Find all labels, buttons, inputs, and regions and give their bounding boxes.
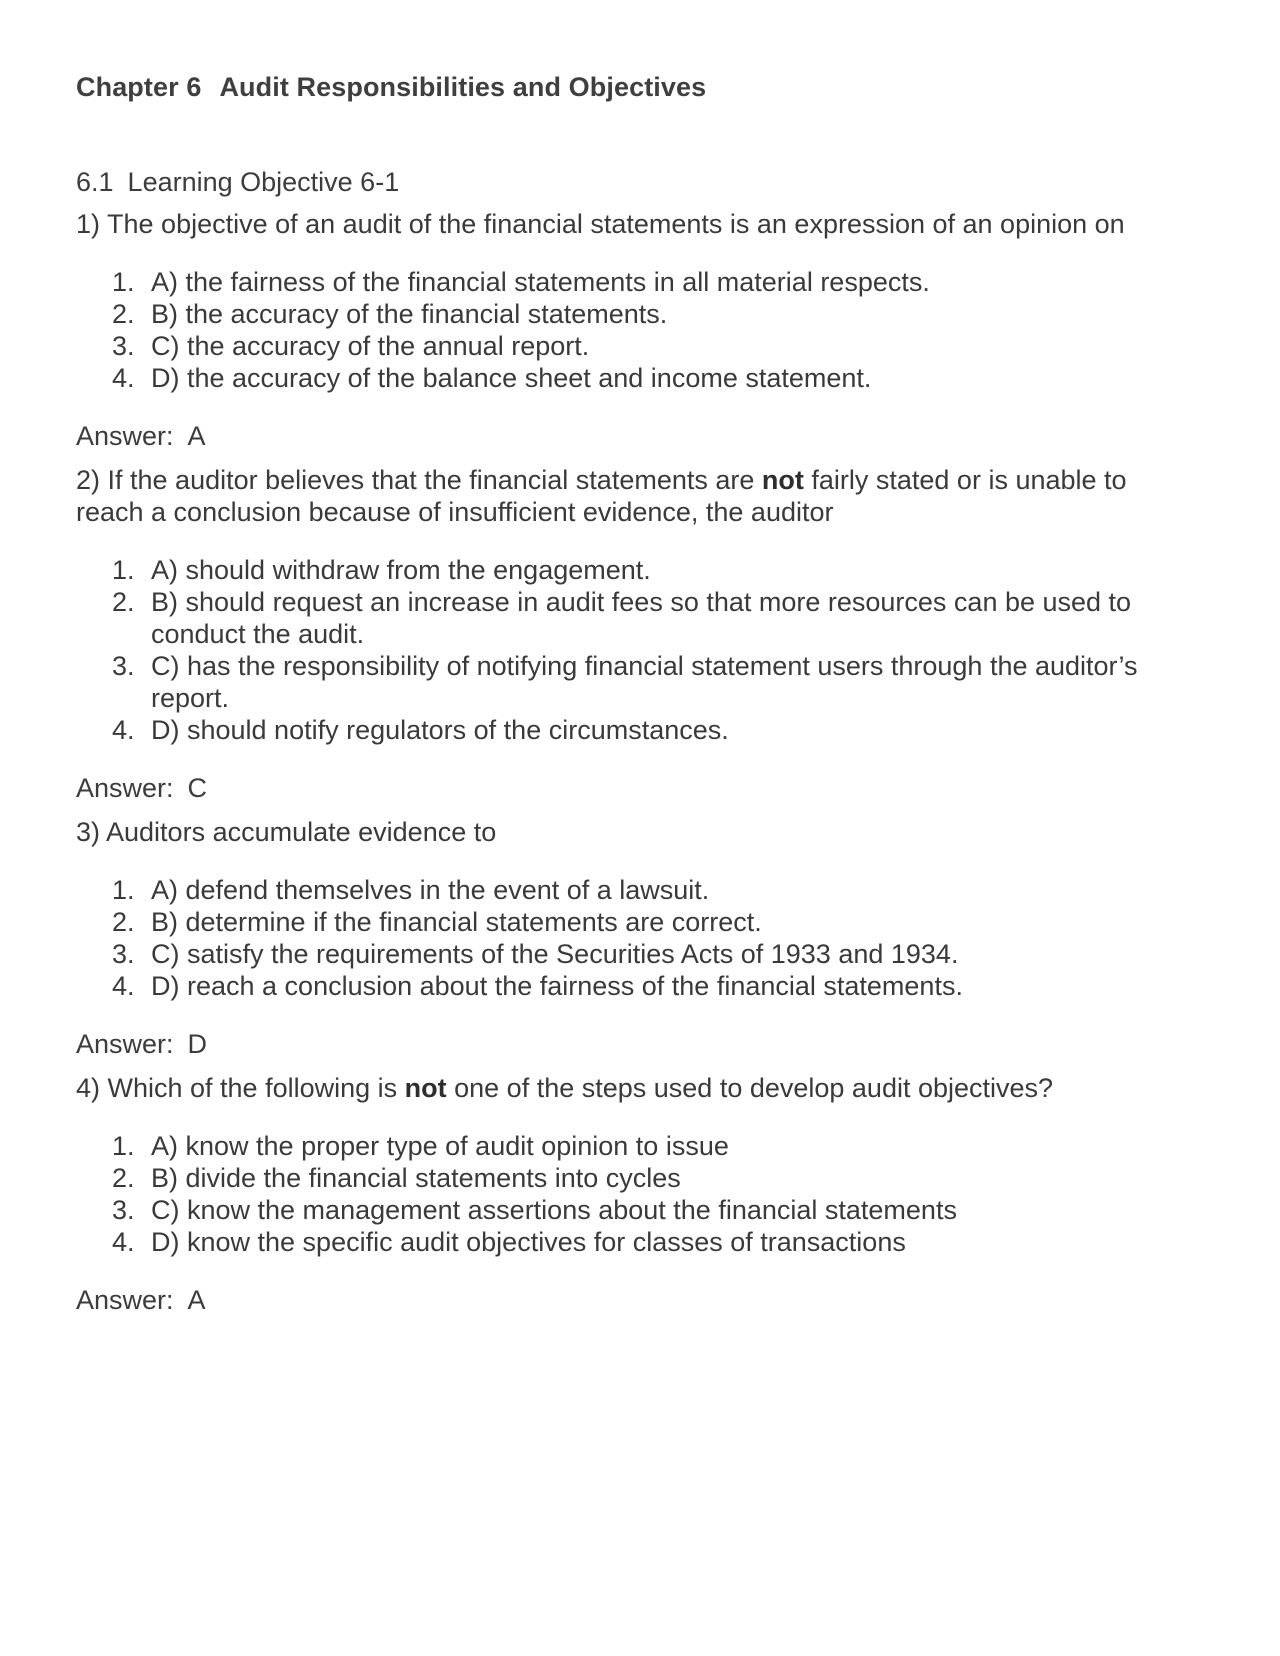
option-number: 4. (112, 1227, 135, 1257)
option-number: 3. (112, 939, 135, 969)
option-item (76, 1226, 1200, 1258)
answer-value: C (187, 773, 208, 803)
section-name: Learning Objective 6-1 (127, 167, 400, 197)
option-number: 1. (112, 1131, 135, 1161)
option-text: C) the accuracy of the annual report. (151, 331, 590, 361)
question-text (76, 1072, 1200, 1104)
option-text: A) should withdraw from the engagement. (151, 555, 651, 585)
question-text-end: one of the steps used to develop audit objectives? (446, 1073, 1054, 1103)
option-text: B) the accuracy of the financial statements. (151, 299, 668, 329)
option-number: 2. (112, 587, 135, 617)
answer-value: A (187, 421, 206, 451)
option-number: 4. (112, 363, 135, 393)
question-text-start: 2) If the auditor believes that the financial statements are (76, 465, 762, 495)
option-item (76, 266, 1200, 298)
option-text: C) has the responsibility of notifying financial statement users through the auditor’s report. (151, 651, 1138, 713)
answer-line (76, 1028, 1200, 1060)
option-number: 1. (112, 875, 135, 905)
question-text-start: 4) Which of the following is (76, 1073, 405, 1103)
question-text: 3) Auditors accumulate evidence to (76, 817, 497, 847)
question-emphasis: not (761, 465, 804, 495)
answer-label: Answer: (76, 1029, 174, 1059)
option-number: 1. (112, 267, 135, 297)
option-number: 1. (112, 555, 135, 585)
option-item (76, 586, 1200, 650)
option-item (76, 362, 1200, 394)
option-text: D) should notify regulators of the circumstances. (151, 715, 729, 745)
question-block (76, 464, 1200, 804)
option-number: 3. (112, 1195, 135, 1225)
option-number: 4. (112, 715, 135, 745)
option-item (76, 938, 1200, 970)
option-number: 3. (112, 651, 135, 681)
option-item (76, 714, 1200, 746)
question-block (76, 208, 1200, 452)
option-item (76, 298, 1200, 330)
option-text: D) reach a conclusion about the fairness of the financial statements. (151, 971, 963, 1001)
option-text: C) know the management assertions about the financial statements (151, 1195, 957, 1225)
option-item (76, 1194, 1200, 1226)
option-number: 2. (112, 1163, 135, 1193)
chapter-number: Chapter 6 (76, 72, 202, 102)
question-text: 1) The objective of an audit of the financial statements is an expression of an opinion on (76, 209, 1125, 239)
option-item (76, 554, 1200, 586)
question-block (76, 816, 1200, 1060)
question-text-end: fairly stated or is unable to reach a conclusion because of insufficient evidence, the auditor (76, 465, 1127, 527)
option-text: B) divide the financial statements into cycles (151, 1163, 681, 1193)
answer-line (76, 772, 1200, 804)
option-text: A) know the proper type of audit opinion to issue (151, 1131, 729, 1161)
option-number: 3. (112, 331, 135, 361)
option-text: D) the accuracy of the balance sheet and income statement. (151, 363, 872, 393)
option-item (76, 970, 1200, 1002)
option-item (76, 874, 1200, 906)
option-text: B) determine if the financial statements are correct. (151, 907, 762, 937)
option-number: 2. (112, 299, 135, 329)
question-text (76, 464, 1200, 528)
answer-label: Answer: (76, 421, 174, 451)
answer-label: Answer: (76, 1285, 174, 1315)
option-text: D) know the specific audit objectives for classes of transactions (151, 1227, 906, 1257)
answer-label: Answer: (76, 773, 174, 803)
option-number: 4. (112, 971, 135, 1001)
answer-value: A (187, 1285, 206, 1315)
chapter-title (76, 72, 1200, 103)
option-number: 2. (112, 907, 135, 937)
options-list (76, 266, 1200, 394)
option-item (76, 1130, 1200, 1162)
option-item (76, 650, 1200, 714)
options-list (76, 554, 1200, 746)
section-title (76, 167, 1200, 198)
option-item (76, 906, 1200, 938)
answer-value: D (187, 1029, 208, 1059)
question-emphasis: not (404, 1073, 447, 1103)
answer-line (76, 1284, 1200, 1316)
option-text: B) should request an increase in audit fees so that more resources can be used to conduct the audit. (151, 587, 1132, 649)
option-item (76, 1162, 1200, 1194)
options-list (76, 1130, 1200, 1258)
option-text: C) satisfy the requirements of the Securities Acts of 1933 and 1934. (151, 939, 959, 969)
options-list (76, 874, 1200, 1002)
option-text: A) the fairness of the financial statements in all material respects. (151, 267, 930, 297)
section-number: 6.1 (76, 167, 114, 197)
option-text: A) defend themselves in the event of a lawsuit. (151, 875, 710, 905)
chapter-name: Audit Responsibilities and Objectives (219, 72, 707, 102)
option-item (76, 330, 1200, 362)
answer-line (76, 420, 1200, 452)
question-block (76, 1072, 1200, 1316)
